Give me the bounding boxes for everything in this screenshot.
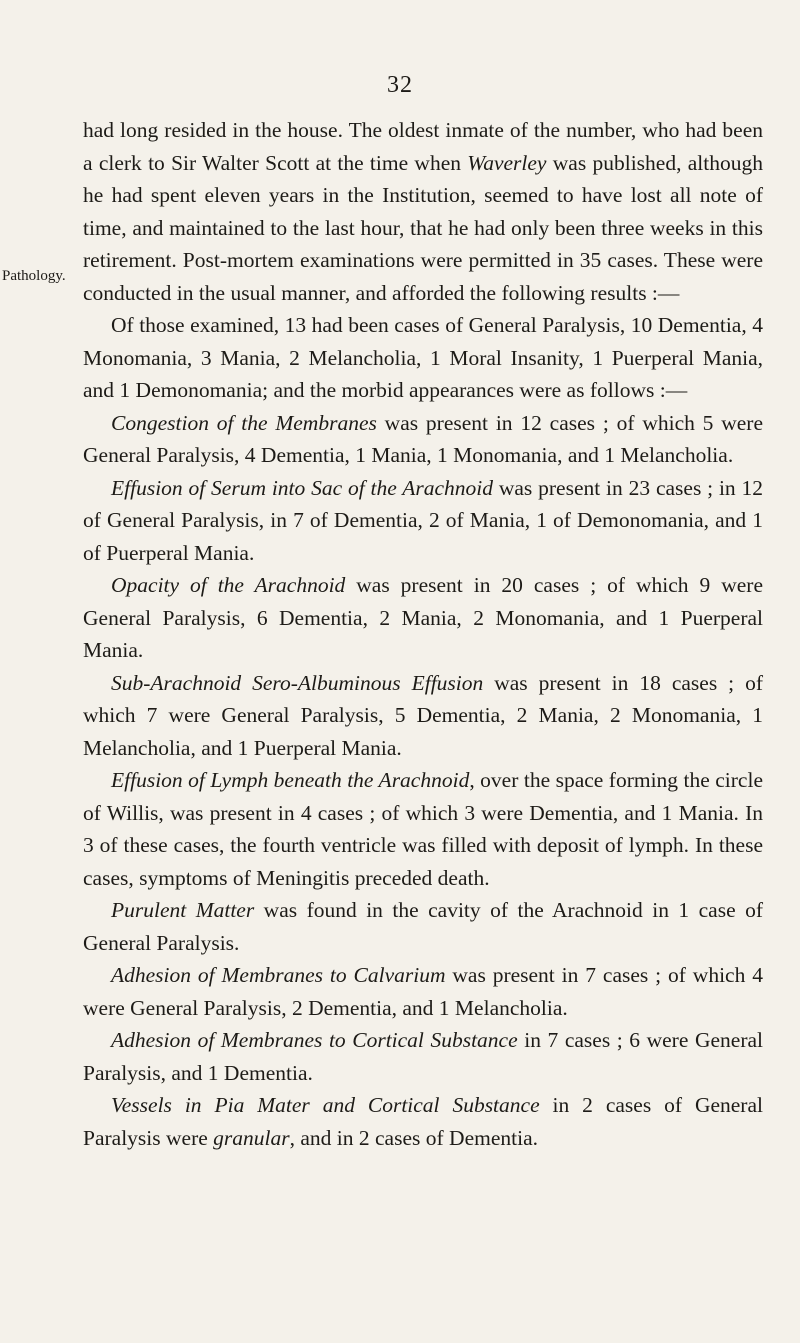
text-run: had long resided in the house. The oldest inmate of the number, who had been a clerk to Sir Walter Scott at the time when <box>83 118 763 175</box>
text-run: in 2 cases of General Paralysis were <box>83 1093 763 1150</box>
paragraph-effusion-serum <box>83 472 763 570</box>
text-run: , and in 2 cases of Dementia. <box>289 1125 538 1150</box>
text-run: was present in 7 cases ; of which 4 were General Paralysis, 2 Dementia, and 1 Melancholia. <box>83 963 763 1020</box>
italic-heading: Congestion of the Membranes <box>111 410 377 435</box>
text-run: , over the space forming the circle of Willis, was present in 4 cases ; of which 3 were Dementia, and 1 Mania. In 3 of these cases, the fourth ventricle was filled with deposit of lymph. In these cases, symptoms of Meningitis preceded death. <box>83 768 763 890</box>
italic-heading: Waverley <box>467 150 547 175</box>
italic-heading: Effusion of Serum into Sac of the Arachnoid <box>111 475 494 500</box>
italic-heading: Vessels in Pia Mater and Cortical Substance <box>111 1093 540 1117</box>
italic-heading: granular <box>213 1125 290 1150</box>
italic-heading: Adhesion of Membranes to Calvarium <box>111 963 446 987</box>
text-run: was present in 20 cases ; of which 9 were General Paralysis, 6 Dementia, 2 Mania, 2 Monomania, and 1 Puerperal Mania. <box>83 573 763 662</box>
italic-heading: Effusion of Lymph beneath the Arachnoid <box>111 768 470 792</box>
paragraph-continuation <box>83 114 763 309</box>
page-number: 32 <box>387 72 413 98</box>
paragraph-purulent <box>83 894 763 959</box>
paragraph-congestion <box>83 407 763 472</box>
paragraph-examined <box>83 309 763 407</box>
italic-heading: Opacity of the Arachnoid <box>111 573 346 597</box>
italic-heading: Adhesion of Membranes to Cortical Substance <box>111 1028 518 1052</box>
text-run: was present in 12 cases ; of which 5 were General Paralysis, 4 Dementia, 1 Mania, 1 Monomania, and 1 Melancholia. <box>83 410 763 467</box>
italic-heading: Purulent Matter <box>111 898 255 922</box>
paragraph-adhesion-calvarium <box>83 959 763 1024</box>
margin-note: Pathology. <box>2 268 66 284</box>
italic-heading: Sub-Arachnoid Sero-Albuminous Effusion <box>111 670 484 695</box>
text-run: Of those examined, 13 had been cases of General Paralysis, 10 Dementia, 4 Monomania, 3 Mania, 2 Melancholia, 1 Moral Insanity, 1 Puerperal Mania, and 1 Demonomania; and the morbid appearances were as follows :— <box>83 313 763 402</box>
paragraph-sub-arachnoid <box>83 667 763 765</box>
paragraph-effusion-lymph <box>83 764 763 894</box>
text-run: was present in 23 cases ; in 12 of General Paralysis, in 7 of Dementia, 2 of Mania, 1 of Demonomania, and 1 of Puerperal Mania. <box>83 475 764 565</box>
paragraph-vessels <box>83 1089 763 1154</box>
paragraph-adhesion-cortical <box>83 1024 763 1089</box>
body-text <box>83 114 763 1154</box>
text-run: was present in 18 cases ; of which 7 were General Paralysis, 5 Dementia, 2 Mania, 2 Monomania, 1 Melancholia, and 1 Puerperal Mania. <box>83 670 763 760</box>
text-run: was published, although he had spent eleven years in the Institution, seemed to have lost all note of time, and maintained to the last hour, that he had only been three weeks in this retirement. Post-mortem examinations were permitted in 35 cases. These were conducted in the usual manner, and afforded the following results :— <box>83 150 763 305</box>
paragraph-opacity <box>83 569 763 667</box>
text-run: in 7 cases ; 6 were General Paralysis, and 1 Dementia. <box>83 1028 763 1085</box>
text-run: was found in the cavity of the Arachnoid in 1 case of General Paralysis. <box>83 898 763 955</box>
